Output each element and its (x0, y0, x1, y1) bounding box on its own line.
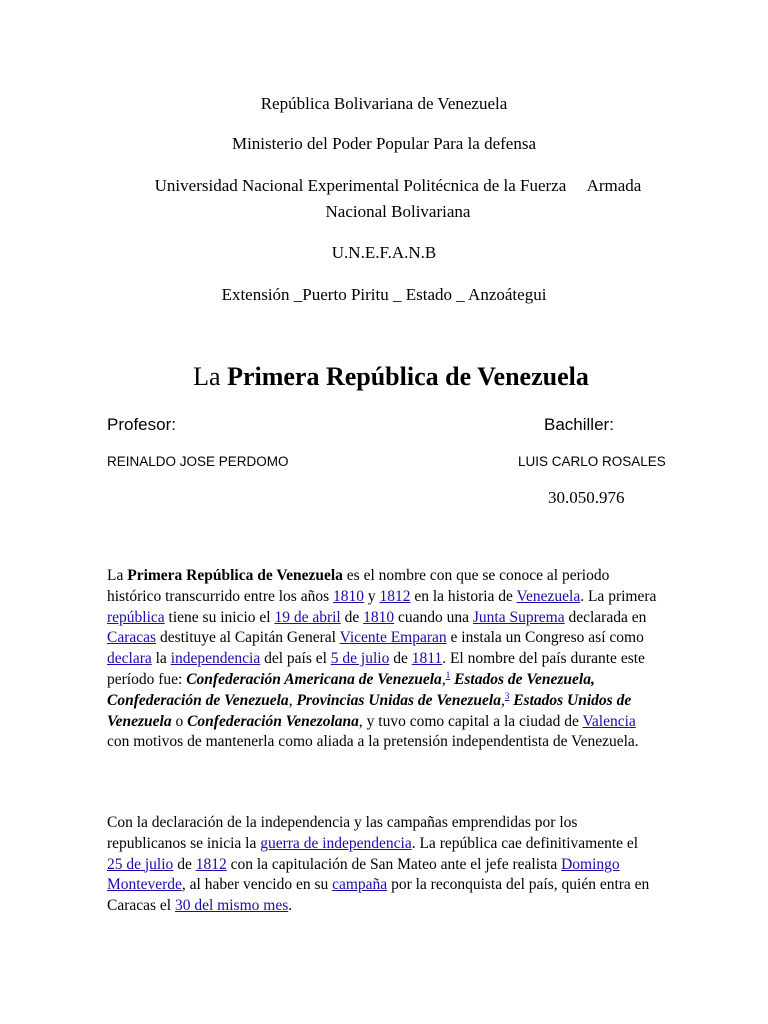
header-republic: República Bolivariana de Venezuela (260, 94, 508, 113)
p1-text: cuando una (394, 608, 473, 626)
p1-bold: Primera República de Venezuela (127, 567, 343, 584)
p1-bold-italic: Estados de Venezuela, Confederación de Venezuela (107, 670, 595, 709)
p1-text: . El nombre del país durante este período fue: (107, 650, 645, 688)
link-1811[interactable]: 1811 (411, 650, 443, 668)
link-domingo-monteverde[interactable]: Domingo Monteverde (107, 855, 620, 894)
link-30-del-mismo-mes[interactable]: 30 del mismo mes (175, 897, 289, 915)
profesor-label: Profesor: (107, 415, 176, 434)
link-19-de-abril[interactable]: 19 de abril (274, 608, 341, 626)
link-1812-b[interactable]: 1812 (195, 855, 227, 873)
p1-text: con motivos de mantenerla como aliada a la pretensión independentista de Venezuela. (107, 733, 639, 751)
page-title (0, 360, 768, 394)
p1-text: de (389, 650, 412, 668)
link-vicente-emparan[interactable]: Vicente Emparan (339, 629, 447, 647)
p2-text: con la capitulación de San Mateo ante el jefe realista (226, 855, 562, 873)
header-university (108, 173, 688, 225)
bachiller-id: 30.050.976 (548, 488, 625, 507)
header-extension: Extensión _Puerto Piritu _ Estado _ Anzoátegui (221, 285, 547, 304)
p2-text: , al haber vencido en su (181, 876, 333, 894)
p1-text: tiene su inicio el (164, 608, 275, 626)
p1-text: , (288, 691, 297, 709)
p1-text: en la historia de (410, 587, 517, 605)
footnote-3[interactable]: 3 (504, 690, 510, 701)
header-university-line1: Universidad Nacional Experimental Politécnica de la Fuerza Armada (154, 176, 642, 195)
link-declara[interactable]: declara (107, 650, 152, 668)
bachiller-name: LUIS CARLO ROSALES (518, 454, 666, 469)
link-1810-b[interactable]: 1810 (363, 608, 395, 626)
p1-text: , (500, 691, 505, 709)
paragraph-2 (107, 813, 657, 917)
p1-text: , y tuvo como capital a la ciudad de (358, 712, 583, 730)
p1-text: del país el (260, 650, 331, 668)
p1-bold-italic: Confederación Americana de Venezuela (186, 670, 442, 688)
link-campana[interactable]: campaña (332, 876, 388, 894)
title-prefix: La (193, 362, 228, 391)
p1-text: , (441, 670, 446, 688)
link-25-de-julio[interactable]: 25 de julio (107, 855, 174, 873)
p1-text: destituye al Capitán General (156, 629, 340, 647)
p1-text: o (171, 712, 188, 730)
p1-bold-italic: Provincias Unidas de Venezuela (296, 691, 501, 709)
p2-text: . La república cae definitivamente el (411, 834, 639, 852)
link-1810[interactable]: 1810 (332, 587, 364, 605)
link-guerra-de-independencia[interactable]: guerra de independencia (260, 834, 412, 852)
p1-text: la (151, 650, 171, 668)
header-ministry: Ministerio del Poder Popular Para la defensa (231, 134, 537, 153)
link-1812[interactable]: 1812 (379, 587, 411, 605)
p1-text: . La primera (580, 587, 657, 605)
link-5-de-julio[interactable]: 5 de julio (330, 650, 390, 668)
link-valencia[interactable]: Valencia (582, 712, 636, 730)
p1-text: y (363, 587, 380, 605)
p1-text: de (340, 608, 364, 626)
p1-text: e instala un Congreso así como (446, 629, 644, 647)
p1-text: es el nombre con que se conoce al periodo histórico transcurrido entre los años (107, 567, 610, 605)
link-independencia[interactable]: independencia (170, 650, 261, 668)
p2-text: Con la declaración de la independencia y las campañas emprendidas por los republicanos se inicia la (107, 814, 578, 852)
header-acronym: U.N.E.F.A.N.B (331, 243, 437, 262)
link-junta-suprema[interactable]: Junta Suprema (472, 608, 565, 626)
header-university-line2: Nacional Bolivariana (325, 202, 471, 221)
title-bold: Primera República de Venezuela (227, 362, 589, 391)
profesor-name: REINALDO JOSE PERDOMO (107, 454, 289, 469)
paragraph-1 (107, 566, 657, 753)
p2-text: por la reconquista del país, quién entra en Caracas el (107, 876, 650, 915)
link-republica[interactable]: república (107, 608, 165, 626)
link-venezuela[interactable]: Venezuela (516, 587, 581, 605)
bachiller-label: Bachiller: (544, 415, 614, 434)
p1-text: La (107, 567, 128, 584)
p1-text: declarada en (564, 608, 647, 626)
p1-bold-italic: Confederación Venezolana (187, 712, 359, 730)
p2-text: . (288, 897, 293, 915)
p1-bold-italic: Estados Unidos de Venezuela (107, 691, 632, 730)
footnote-1[interactable]: 1 (445, 669, 451, 680)
p2-text: de (173, 855, 196, 873)
link-caracas[interactable]: Caracas (107, 629, 157, 647)
